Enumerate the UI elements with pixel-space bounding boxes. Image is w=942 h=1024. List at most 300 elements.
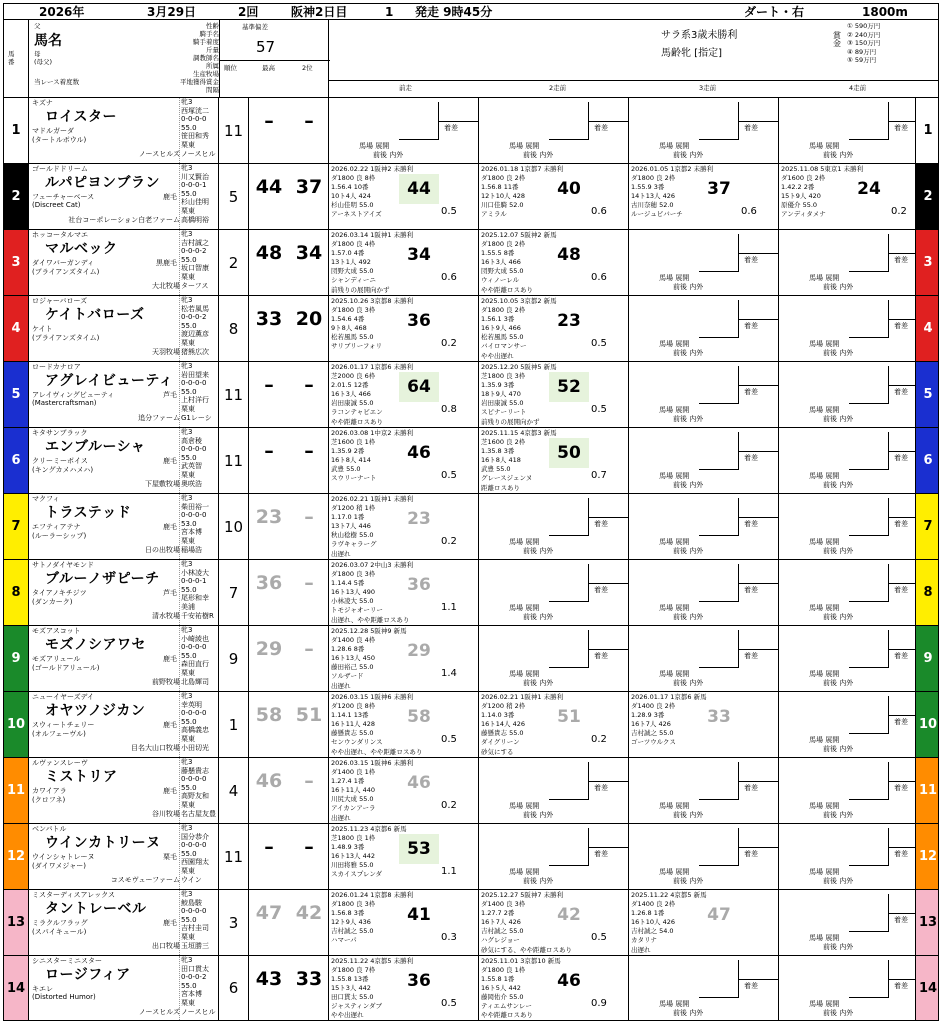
horse-info xyxy=(29,560,219,625)
past-field: 16ト7人 426 xyxy=(631,720,671,728)
horse-name: マルベック xyxy=(45,241,118,257)
past-date: 2025.11.22 4京都5 新馬 xyxy=(631,891,707,899)
chakusa-label: 着差 xyxy=(744,586,758,594)
baba-tenkai: 馬場 展開 xyxy=(509,604,540,612)
horse-number: 14 xyxy=(4,956,29,1020)
jockey-info xyxy=(179,98,219,163)
header-top: 最高 xyxy=(262,64,275,72)
rank-value: 11 xyxy=(219,362,249,427)
past-time: 1.35.9 3番 xyxy=(481,381,515,389)
top-index: 29 xyxy=(255,638,283,660)
empty-box xyxy=(849,696,889,734)
past-time: 1.26.8 1番 xyxy=(631,909,665,917)
coat-color: 芦毛 xyxy=(163,391,177,399)
past-race xyxy=(479,824,629,889)
mini-table xyxy=(509,868,553,886)
jockey-line: 田口貫太 xyxy=(181,964,209,973)
rank-value: 4 xyxy=(219,758,249,823)
past-race xyxy=(479,296,629,361)
mini-table xyxy=(809,406,853,424)
past-remark: 出遅れ xyxy=(331,550,351,558)
horse-number-right: 8 xyxy=(915,560,939,625)
horse-info xyxy=(29,956,219,1020)
past-course: ダ1600 良 2枠 xyxy=(781,174,826,182)
breeder-name: 出口牧場 xyxy=(152,942,180,950)
horse-info xyxy=(29,626,219,691)
rank-value: 7 xyxy=(219,560,249,625)
chakusa-label: 着差 xyxy=(594,652,608,660)
past-remark: やや距離ロスあり xyxy=(481,1011,533,1019)
empty-box xyxy=(589,630,629,650)
empty-box xyxy=(849,102,889,140)
chakusa-label: 着差 xyxy=(744,982,758,990)
jockey-line: 栗東 xyxy=(181,800,195,809)
chakusa-label: 着差 xyxy=(894,124,908,132)
empty-box xyxy=(739,762,779,782)
past-race xyxy=(329,956,479,1020)
past-winner: ラヴキャラーグ xyxy=(331,540,377,548)
past-index: 46 xyxy=(407,443,431,463)
header-rank: 順位 xyxy=(224,64,237,72)
past-race xyxy=(329,890,479,955)
horse-info xyxy=(29,824,219,889)
past-course: ダ1400 良 2枠 xyxy=(631,702,676,710)
baba-tenkai: 馬場 展開 xyxy=(509,868,540,876)
past-race xyxy=(779,560,929,625)
damsire-name: (Distorted Humor) xyxy=(32,993,96,1001)
maego-uchisoto: 前後 内外 xyxy=(809,613,854,621)
index-values xyxy=(249,230,329,295)
sire-name: ニューイヤーズデイ xyxy=(32,693,95,701)
second-index: 37 xyxy=(295,176,323,198)
past-jockey: 岩田康誠 55.0 xyxy=(331,399,374,407)
past-field: 13ト1人 492 xyxy=(331,258,371,266)
past-time: 1.56.1 3番 xyxy=(481,315,515,323)
maego-uchisoto: 前後 内外 xyxy=(809,415,854,423)
jockey-line: 牝3 xyxy=(181,560,193,568)
empty-box xyxy=(699,432,739,470)
jockey-line: 55.0 xyxy=(181,717,197,726)
past-margin: 0.2 xyxy=(441,800,457,811)
second-index: – xyxy=(304,572,314,594)
past-winner: ハグレジョー xyxy=(481,936,520,944)
prize-list: ① 590万円 ② 240万円 ③ 150万円 ④ 89万円 ⑤ 59万円 xyxy=(847,22,881,64)
dam-name: ダイワバーガンディ xyxy=(32,259,95,267)
past-course: ダ1800 良 2枠 xyxy=(631,174,676,182)
empty-box xyxy=(549,828,589,866)
past-winner: アミラル xyxy=(481,210,507,218)
horse-row xyxy=(4,956,939,1021)
past-jockey: 小林凌大 55.0 xyxy=(331,597,374,605)
empty-box xyxy=(589,564,629,584)
horse-row xyxy=(4,890,939,956)
jockey-line: 栗東 xyxy=(181,404,195,413)
past-index: 34 xyxy=(407,245,431,265)
mini-table xyxy=(809,670,853,688)
mini-table xyxy=(659,604,703,622)
past-time: 1.28.9 3番 xyxy=(631,711,665,719)
past-field: 16ト14人 426 xyxy=(481,720,526,728)
baba-tenkai: 馬場 展開 xyxy=(809,802,840,810)
jockey-info xyxy=(179,560,219,625)
past-jockey: 吉村誠之 55.0 xyxy=(481,927,524,935)
empty-box xyxy=(699,300,739,338)
maego-uchisoto: 前後 内外 xyxy=(359,151,404,159)
header-trainer: 調教師名 xyxy=(193,54,219,62)
horse-info xyxy=(29,296,219,361)
baba-tenkai: 馬場 展開 xyxy=(809,1000,840,1008)
past-jockey: 秋山稔樹 55.0 xyxy=(331,531,374,539)
damsire-name: (クロフネ) xyxy=(32,796,66,804)
past-time: 1.42.2 2番 xyxy=(781,183,815,191)
past-race xyxy=(779,98,929,163)
past-time: 1.17.0 1番 xyxy=(331,513,365,521)
past-race xyxy=(479,560,629,625)
empty-box xyxy=(549,102,589,140)
jockey-line: ノースヒル xyxy=(181,149,216,158)
mini-table xyxy=(509,604,553,622)
horse-info xyxy=(29,230,219,295)
mini-table xyxy=(809,1000,853,1018)
sire-name: モズアスコット xyxy=(32,627,81,635)
maego-uchisoto: 前後 内外 xyxy=(659,283,704,291)
empty-box xyxy=(739,630,779,650)
maego-uchisoto: 前後 内外 xyxy=(659,1009,704,1017)
past-winner: スウリーナート xyxy=(331,474,377,482)
past-race xyxy=(629,98,779,163)
mini-table xyxy=(659,274,703,292)
past-margin: 0.5 xyxy=(441,206,457,217)
maego-uchisoto: 前後 内外 xyxy=(659,877,704,885)
table-header xyxy=(4,20,939,98)
empty-box xyxy=(849,498,889,536)
past-margin: 1.1 xyxy=(441,602,457,613)
jockey-line: 国分恭介 xyxy=(181,832,209,841)
past-field: 16ト11人 440 xyxy=(331,786,376,794)
empty-box xyxy=(849,960,889,998)
jockey-line: 0-0-0-0 xyxy=(181,445,207,454)
past-time: 2.01.5 12番 xyxy=(331,381,369,389)
empty-box xyxy=(849,366,889,404)
jockey-line: 奥咲浩 xyxy=(181,479,202,488)
second-index: 33 xyxy=(295,968,323,990)
past-margin: 0.6 xyxy=(441,272,457,283)
race-condition: 馬齢牝 [指定] xyxy=(661,48,722,59)
horse-number-right: 7 xyxy=(915,494,939,559)
jockey-line: 玉垣勝三 xyxy=(181,941,209,950)
past-race xyxy=(779,956,929,1020)
horse-name: ケイトバローズ xyxy=(45,307,145,323)
horse-name: モズノシアワセ xyxy=(45,637,146,653)
past-winner: トモジャオーリー xyxy=(331,606,383,614)
horse-row xyxy=(4,296,939,362)
jockey-info xyxy=(179,494,219,559)
year: 2026年 xyxy=(39,5,85,19)
past-winner: スカイスプレンダ xyxy=(331,870,383,878)
past-field: 9ト8人 468 xyxy=(331,324,367,332)
past-field: 12ト9人 436 xyxy=(331,918,371,926)
jockey-line: 55.0 xyxy=(181,123,197,132)
dam-name: エフティアテナ xyxy=(32,523,81,531)
past-winner: ラコンテャビエン xyxy=(331,408,383,416)
horse-name: ブルーノザピーチ xyxy=(45,571,160,587)
jockey-line: 栗東 xyxy=(181,338,195,347)
jockey-line: 吉村誠之 xyxy=(181,238,209,247)
jockey-info xyxy=(179,956,219,1020)
baba-tenkai: 馬場 展開 xyxy=(659,802,690,810)
top-index: 43 xyxy=(255,968,283,990)
horse-name: ウインカトリーヌ xyxy=(45,835,161,851)
baba-tenkai: 馬場 展開 xyxy=(809,274,840,282)
maego-uchisoto: 前後 内外 xyxy=(659,349,704,357)
jockey-info xyxy=(179,164,219,229)
sire-name: ゴールドドリーム xyxy=(32,165,88,173)
chakusa-label: 着差 xyxy=(894,850,908,858)
empty-box xyxy=(699,828,739,866)
jockey-line: 渡辺薫彦 xyxy=(181,330,209,339)
horse-number-right: 4 xyxy=(915,296,939,361)
jockey-line: 55.0 xyxy=(181,585,197,594)
past-race xyxy=(779,296,929,361)
empty-box xyxy=(739,828,779,848)
past-course: ダ1800 良 3枠 xyxy=(331,570,376,578)
horse-name: トラステッド xyxy=(45,505,132,521)
past-margin: 0.5 xyxy=(591,404,607,415)
maego-uchisoto: 前後 内外 xyxy=(809,679,854,687)
past-date: 2026.01.05 1京都2 未勝利 xyxy=(631,165,714,173)
coat-color: 鹿毛 xyxy=(163,787,177,795)
rank-value: 10 xyxy=(219,494,249,559)
horse-name: ルパピヨンブラン xyxy=(45,175,161,191)
past-date: 2025.11.15 4京都3 新馬 xyxy=(481,429,557,437)
horse-number-right: 5 xyxy=(915,362,939,427)
past-date: 2026.01.24 1京都8 未勝利 xyxy=(331,891,414,899)
past-course: ダ1800 良 3枠 xyxy=(331,306,376,314)
past-remark: 距離ロスあり xyxy=(481,484,520,492)
sire-name: マクフィ xyxy=(32,495,60,503)
chakusa-label: 着差 xyxy=(894,586,908,594)
past-race xyxy=(479,626,629,691)
past-margin: 0.7 xyxy=(591,470,607,481)
distance: 1800m xyxy=(862,5,908,19)
jockey-line: 55.0 xyxy=(181,651,197,660)
past-winner: アーネストアイズ xyxy=(331,210,382,218)
jockey-line: 高橋義忠 xyxy=(181,726,209,735)
mini-table xyxy=(659,406,703,424)
jockey-line: 栗東 xyxy=(181,206,195,215)
past-margin: 1.1 xyxy=(441,866,457,877)
past-remark: やや距離ロスあり xyxy=(481,286,533,294)
jockey-line: 0-0-0-2 xyxy=(181,313,207,322)
horse-row xyxy=(4,98,939,164)
empty-box xyxy=(549,564,589,602)
damsire-name: (Mastercraftsman) xyxy=(32,399,97,407)
past-index: 48 xyxy=(557,245,581,265)
past-date: 2026.03.08 1中京2 未勝利 xyxy=(331,429,414,437)
past-race xyxy=(329,626,479,691)
past-date: 2025.11.01 3京都10 新馬 xyxy=(481,957,561,965)
jockey-line: 栗東 xyxy=(181,470,195,479)
past-margin: 0.5 xyxy=(441,734,457,745)
past-index: 37 xyxy=(707,179,731,199)
past-race xyxy=(629,626,779,691)
dam-name: タイアノキチジツ xyxy=(32,589,87,597)
damsire-name: (ブライアンズタイム) xyxy=(32,268,100,276)
mini-table xyxy=(659,538,703,556)
past-index: 51 xyxy=(557,707,581,727)
jockey-line: 小田切光 xyxy=(181,743,209,752)
past-date: 2025.11.23 4京都6 新馬 xyxy=(331,825,407,833)
dam-name: フューチャーベース xyxy=(32,193,95,201)
baba-tenkai: 馬場 展開 xyxy=(809,670,840,678)
jockey-line: 0-0-0-2 xyxy=(181,247,207,256)
top-index: – xyxy=(264,110,274,132)
damsire-name: (Discreet Cat) xyxy=(32,201,81,209)
past-jockey: 吉村誠之 54.0 xyxy=(631,927,674,935)
past-time: 1.27.7 2番 xyxy=(481,909,515,917)
past-race xyxy=(779,428,929,493)
empty-box xyxy=(739,300,779,320)
horse-number: 3 xyxy=(4,230,29,295)
past-date: 2026.01.17 1京都6 新馬 xyxy=(631,693,707,701)
mini-table xyxy=(659,802,703,820)
index-values xyxy=(249,362,329,427)
empty-box xyxy=(699,366,739,404)
past-course: 芝2000 良 6枠 xyxy=(331,372,376,380)
top-index: 44 xyxy=(255,176,283,198)
empty-box xyxy=(589,762,629,782)
second-index: 51 xyxy=(295,704,323,726)
maego-uchisoto: 前後 内外 xyxy=(809,745,854,753)
breeder-name: ノースヒルズ xyxy=(138,150,180,158)
past-course: ダ1800 良 2枠 xyxy=(481,306,526,314)
baba-tenkai: 馬場 展開 xyxy=(809,736,840,744)
past-index: 23 xyxy=(557,311,581,331)
jockey-line: 笹田和秀 xyxy=(181,132,209,141)
second-index: – xyxy=(304,374,314,396)
past-index: 52 xyxy=(549,372,589,402)
second-index: – xyxy=(304,440,314,462)
maego-uchisoto: 前後 内外 xyxy=(659,811,704,819)
mini-table xyxy=(809,274,853,292)
top-index: 36 xyxy=(255,572,283,594)
past-race xyxy=(329,560,479,625)
past-jockey: 吉村誠之 55.0 xyxy=(631,729,674,737)
past-time: 1.55.9 3番 xyxy=(631,183,665,191)
past-jockey: 団野大成 55.0 xyxy=(481,267,524,275)
chakusa-label: 着差 xyxy=(594,520,608,528)
baba-tenkai: 馬場 展開 xyxy=(809,538,840,546)
past-race xyxy=(629,296,779,361)
sire-name: ベンバトル xyxy=(32,825,67,833)
mini-table xyxy=(659,1000,703,1018)
header-damsire: (母父) xyxy=(34,58,53,66)
sire-name: サトノダイヤモンド xyxy=(32,561,94,569)
past-date: 2026.03.07 2中山3 未勝利 xyxy=(331,561,414,569)
past-time: 1.55.8 1番 xyxy=(481,975,515,983)
past-jockey: 杉山佳明 55.0 xyxy=(331,201,374,209)
breeder-name: 前野牧場 xyxy=(152,678,180,686)
empty-box xyxy=(849,300,889,338)
horse-row xyxy=(4,164,939,230)
dam-name: アレイヴィングビューティ xyxy=(32,391,115,399)
past-time: 1.27.4 1番 xyxy=(331,777,365,785)
past-race xyxy=(629,692,779,757)
past-remark: 出遅れ xyxy=(331,682,351,690)
past-time: 1.55.5 8番 xyxy=(481,249,515,257)
mini-table xyxy=(809,934,853,952)
race-number: 1 xyxy=(385,5,394,19)
race-class: サラ系3歳未勝利 xyxy=(661,30,738,41)
past-index: 23 xyxy=(407,509,431,529)
mini-table xyxy=(809,868,853,886)
baba-tenkai: 馬場 展開 xyxy=(809,604,840,612)
index-values xyxy=(249,98,329,163)
chakusa-label: 着差 xyxy=(744,322,758,330)
horse-info xyxy=(29,164,219,229)
jockey-line: ウイン xyxy=(181,875,202,884)
past-jockey: 藤岡佑介 55.0 xyxy=(481,993,524,1001)
past-jockey: 藤懸貴志 55.0 xyxy=(331,729,374,737)
past-margin: 0.5 xyxy=(591,932,607,943)
coat-color: 黒鹿毛 xyxy=(156,259,177,267)
chakusa-label: 着差 xyxy=(744,388,758,396)
past-date: 2026.03.15 1阪神6 未勝利 xyxy=(331,759,414,767)
empty-box xyxy=(699,630,739,668)
past-race xyxy=(629,890,779,955)
maego-uchisoto: 前後 内外 xyxy=(509,547,554,555)
past-time: 1.35.9 2番 xyxy=(331,447,365,455)
horse-number: 7 xyxy=(4,494,29,559)
coat-color: 鹿毛 xyxy=(163,523,177,531)
jockey-line: 杉山佳明 xyxy=(181,198,209,207)
index-values xyxy=(249,296,329,361)
jockey-line: 牝3 xyxy=(181,626,193,634)
jockey-line: 牝3 xyxy=(181,362,193,370)
past-course: ダ1400 良 3枠 xyxy=(481,900,526,908)
rank-value: 5 xyxy=(219,164,249,229)
chakusa-label: 着差 xyxy=(894,454,908,462)
past-time: 1.14.0 3番 xyxy=(481,711,515,719)
empty-box xyxy=(739,498,779,518)
breeder-name: 社台コーポレーション白老ファーム xyxy=(68,216,180,224)
jockey-line: ターフス xyxy=(181,281,209,290)
jockey-line: 西塚洸二 xyxy=(181,106,209,115)
baba-tenkai: 馬場 展開 xyxy=(659,868,690,876)
header-breeder: 生産牧場 xyxy=(193,70,219,78)
past-time: 1.57.0 4番 xyxy=(331,249,365,257)
breeder-name: 追分ファーム xyxy=(138,414,180,422)
past-race xyxy=(479,230,629,295)
past-time: 1.48.9 3番 xyxy=(331,843,365,851)
top-index: 58 xyxy=(255,704,283,726)
jockey-line: 0-0-0-2 xyxy=(181,973,207,982)
past-time: 1.14.4 5番 xyxy=(331,579,365,587)
past-index: 40 xyxy=(557,179,581,199)
past-race xyxy=(629,164,779,229)
empty-box xyxy=(699,564,739,602)
past-winner: アイカンアーラ xyxy=(331,804,376,812)
dam-name: カワイアラ xyxy=(32,787,67,795)
past-margin: 0.5 xyxy=(441,998,457,1009)
jockey-line: 柴田裕一 xyxy=(181,502,209,511)
past-winner: ダイグリーン xyxy=(481,738,520,746)
mini-table xyxy=(809,736,853,754)
maego-uchisoto: 前後 内外 xyxy=(659,613,704,621)
baba-tenkai: 馬場 展開 xyxy=(509,670,540,678)
past-margin: 0.5 xyxy=(591,338,607,349)
race-card xyxy=(3,3,939,1021)
